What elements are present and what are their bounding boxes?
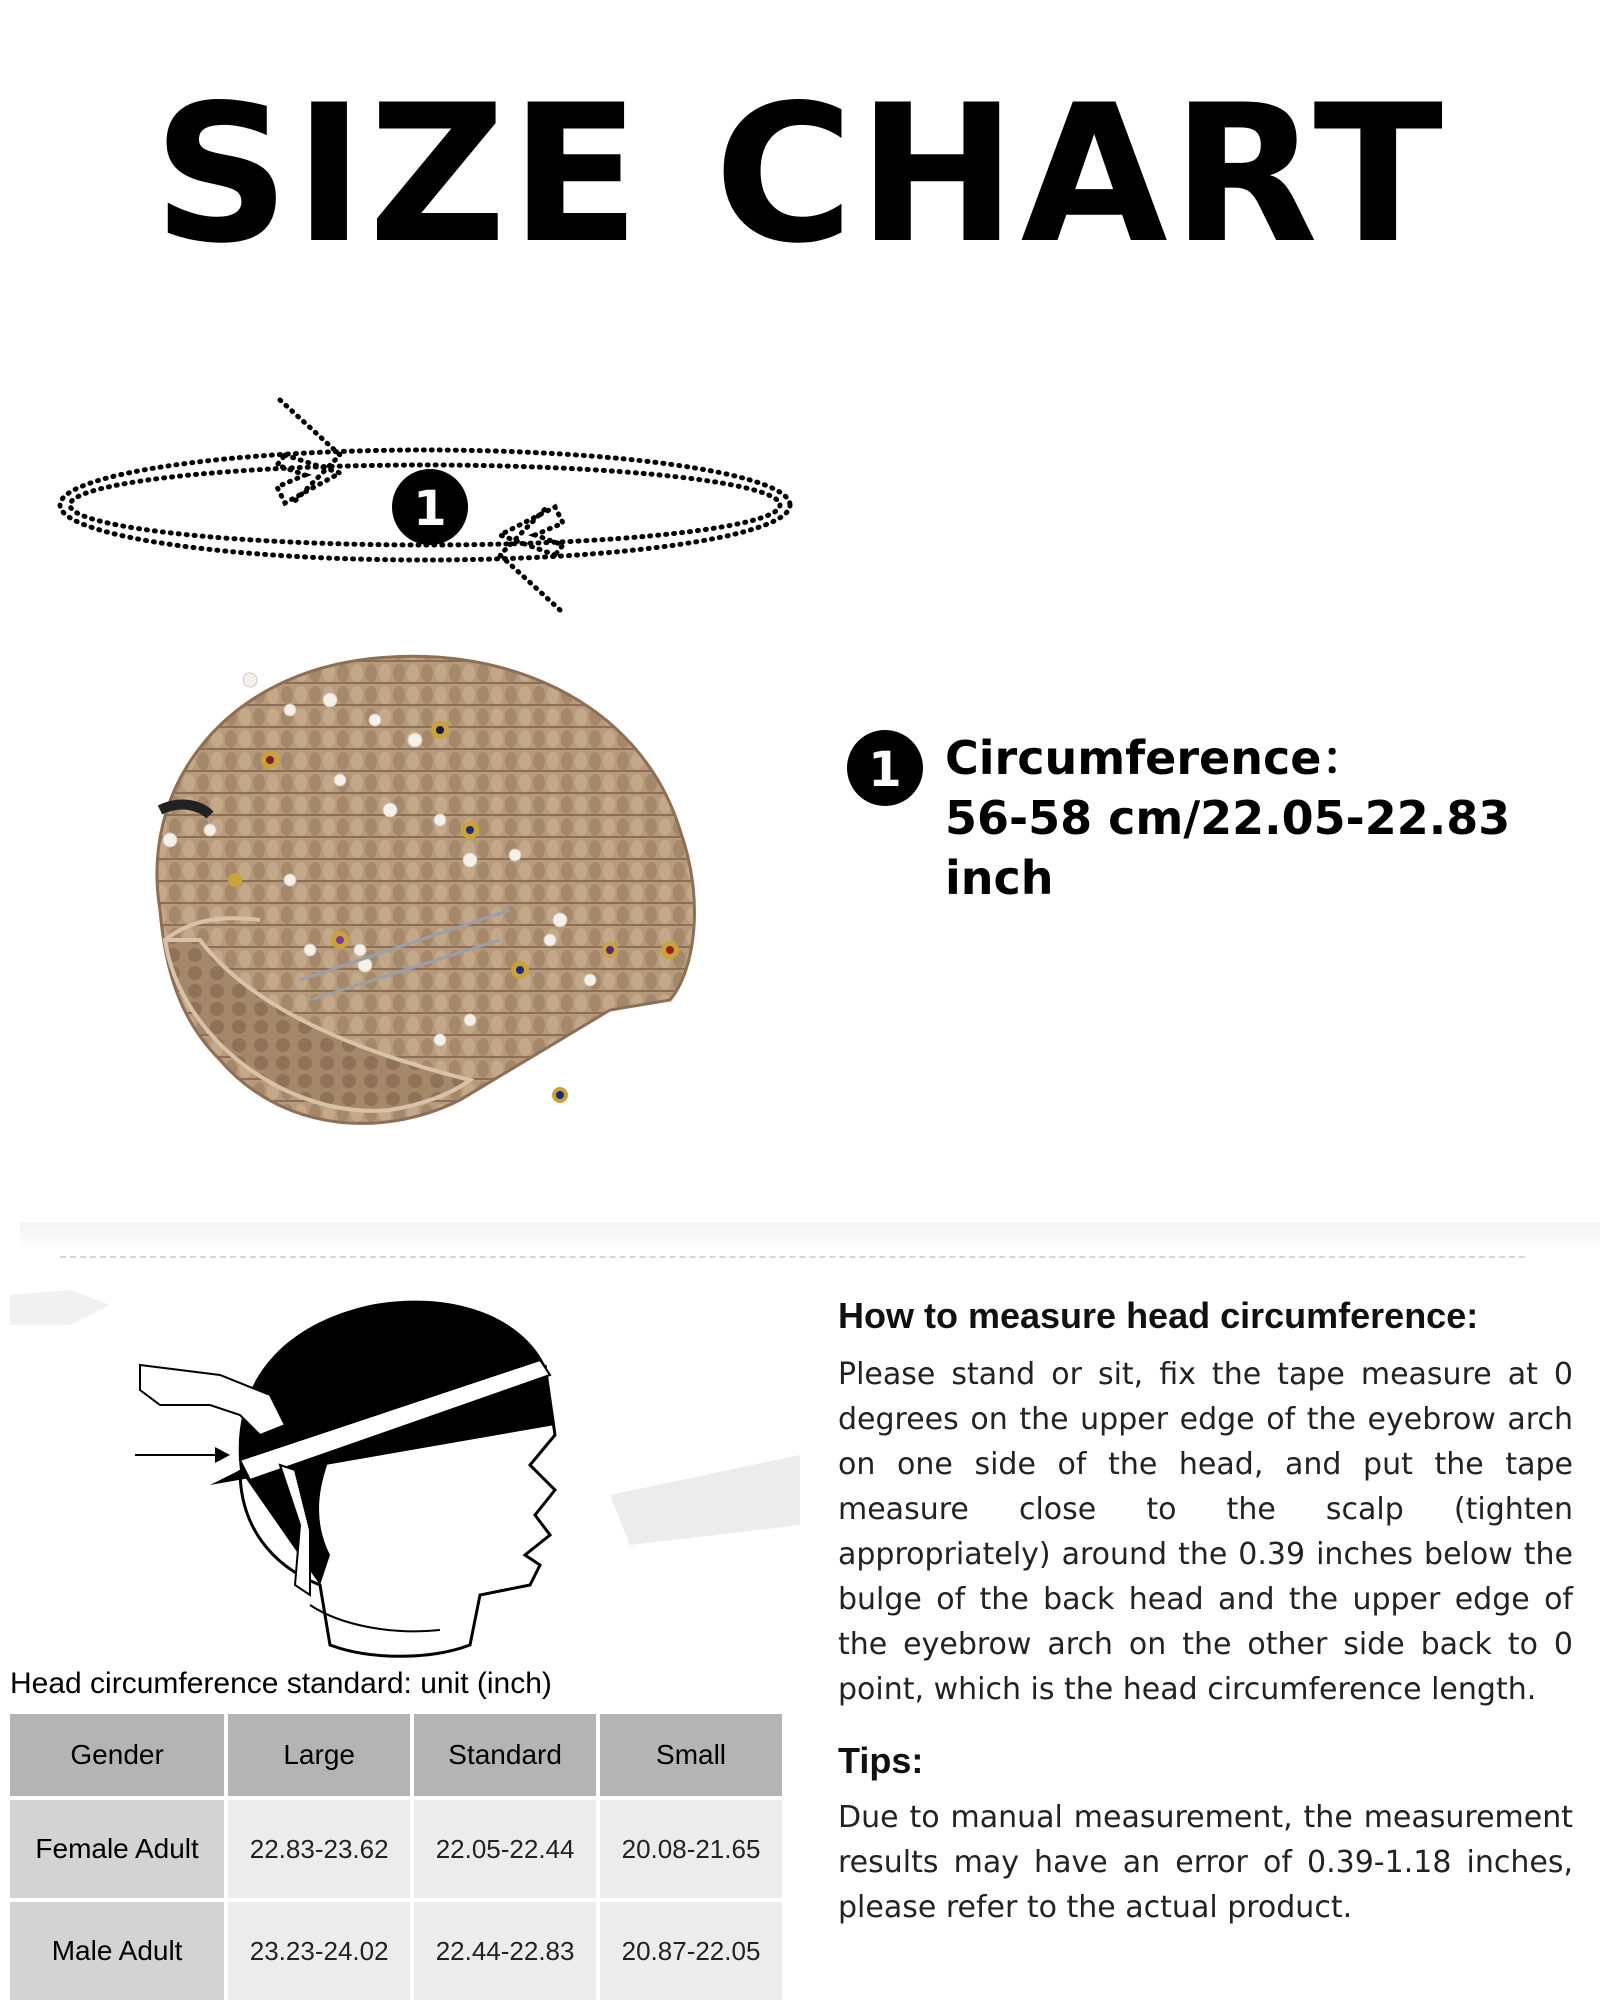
table-header-row — [10, 1714, 782, 1796]
table-caption: Head circumference standard: unit (inch) — [10, 1667, 552, 1700]
standard-cell: 22.44-22.83 — [414, 1902, 596, 2000]
gender-cell: Female Adult — [10, 1800, 224, 1898]
beanie-hat-image — [140, 640, 720, 1180]
tips-body: Due to manual measurement, the measurement results may have an error of 0.39-1.18 inches, please refer to the actual product. — [838, 1800, 1573, 1925]
header-large: Large — [228, 1714, 410, 1796]
header-gender: Gender — [10, 1714, 224, 1796]
circumference-label: Circumference： — [945, 731, 1368, 785]
howto-title: How to measure head circumference: — [838, 1295, 1479, 1336]
ring-marker: 1 — [413, 481, 447, 537]
table-row — [10, 1800, 782, 1898]
gender-cell: Male Adult — [10, 1902, 224, 2000]
small-cell: 20.87-22.05 — [600, 1902, 782, 2000]
tips-title: Tips: — [838, 1740, 924, 1781]
circumference-value: 56-58 cm/22.05-22.83 inch — [945, 791, 1511, 905]
small-cell: 20.08-21.65 — [600, 1800, 782, 1898]
header-small: Small — [600, 1714, 782, 1796]
measurement-ring-icon — [55, 395, 805, 615]
head-measure-illustration — [10, 1265, 800, 1665]
page-title: SIZE CHART — [152, 64, 1448, 285]
section-divider-band — [20, 1222, 1600, 1252]
howto-body: Please stand or sit, fix the tape measure at 0 degrees on the upper edge of the eyebrow arch on one side of the head, and put the tape measure close to the scalp (tighten appropriately) around the 0.39 inches below the bulge of the back head and the upper edge of the eyebrow arch on the other side back to 0 point, which is the head circumference length. — [838, 1357, 1573, 1707]
size-table — [6, 1710, 786, 2000]
header-standard: Standard — [414, 1714, 596, 1796]
circumference-marker-icon — [845, 728, 925, 808]
large-cell: 22.83-23.62 — [228, 1800, 410, 1898]
large-cell: 23.23-24.02 — [228, 1902, 410, 2000]
table-row — [10, 1902, 782, 2000]
circumference-marker: 1 — [868, 742, 902, 798]
circumference-block — [945, 728, 1585, 908]
dashed-divider — [60, 1256, 1525, 1258]
standard-cell: 22.05-22.44 — [414, 1800, 596, 1898]
